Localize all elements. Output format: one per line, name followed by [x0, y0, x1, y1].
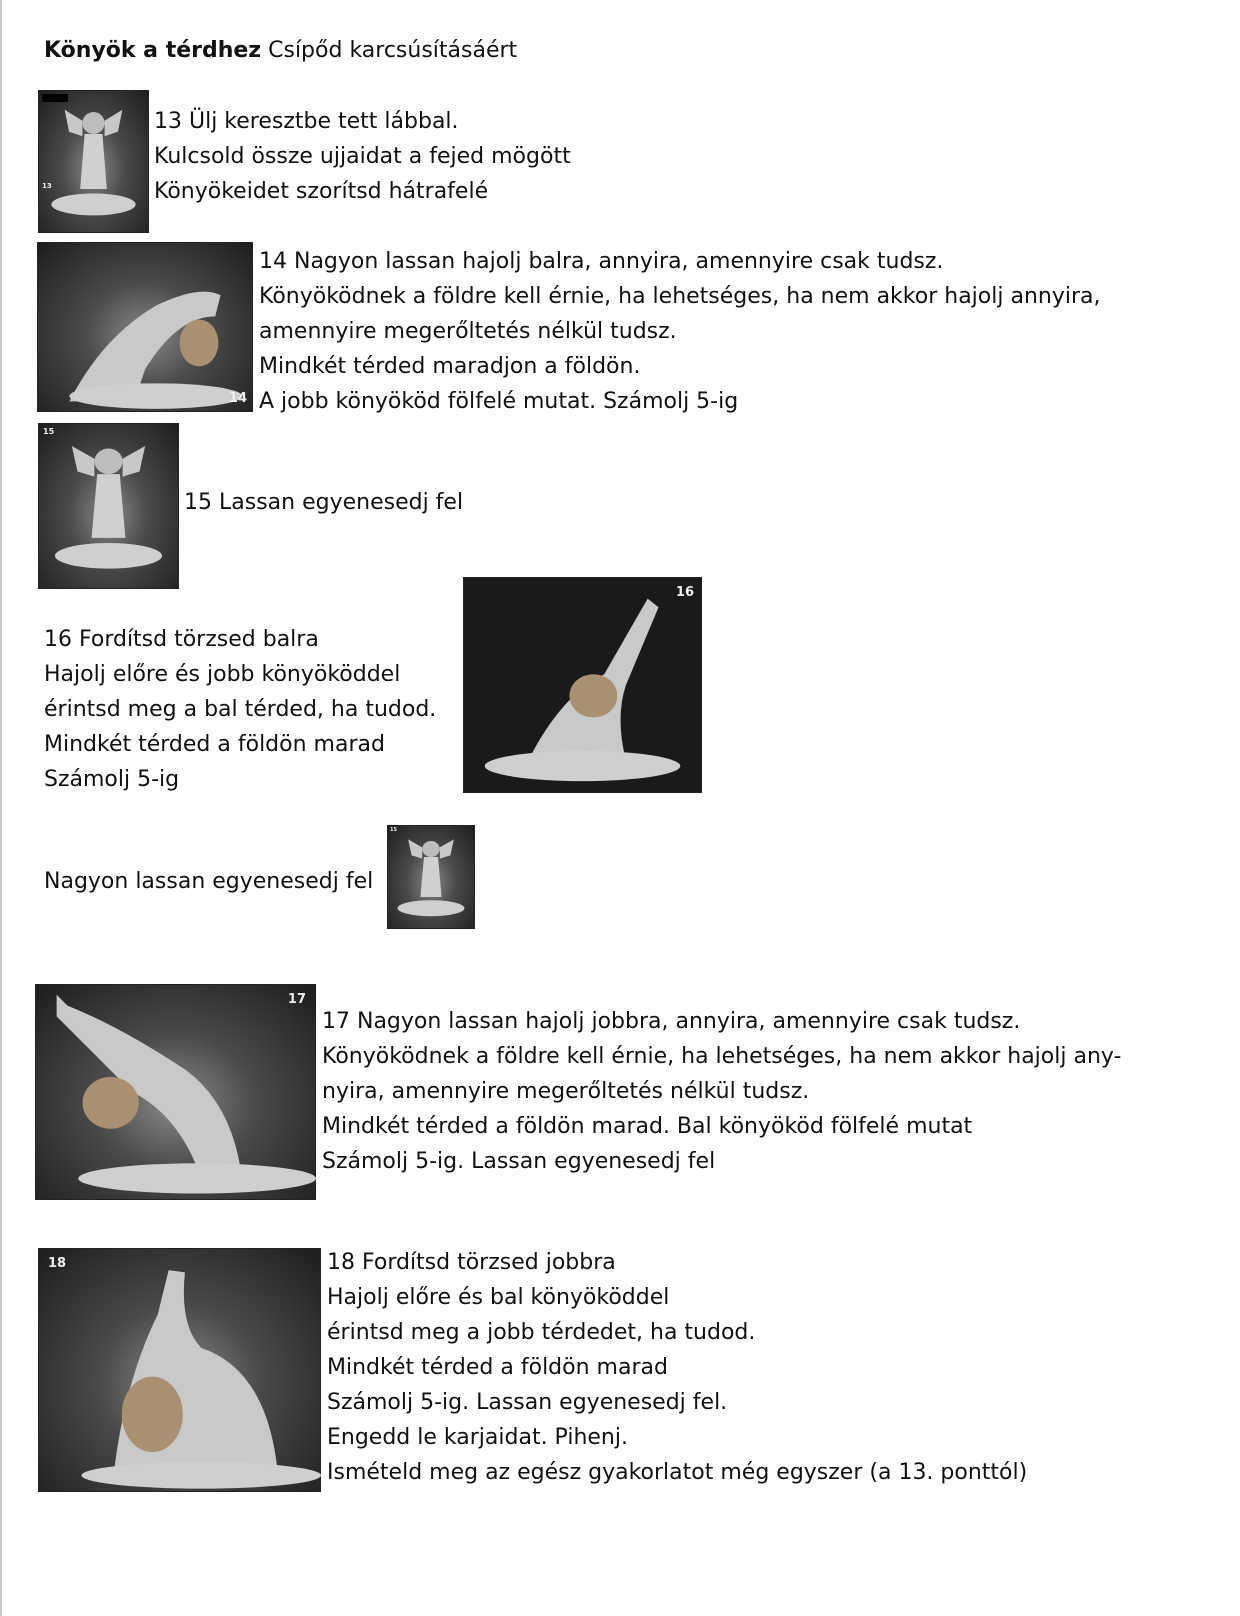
- text-line: 18 Fordítsd törzsed jobbra: [327, 1250, 616, 1275]
- text-line: Hajolj előre és jobb könyököddel: [44, 662, 401, 687]
- text-line: Mindkét térded a földön marad. Bal könyököd fölfelé mutat: [322, 1114, 973, 1139]
- text-line: Könyöködnek a földre kell érnie, ha lehetséges, ha nem akkor hajolj annyira,: [259, 284, 1101, 309]
- step-15-text: [184, 485, 463, 520]
- page-title: [44, 38, 517, 63]
- text-line: nyira, amennyire megerőltetés nélkül tudsz.: [322, 1079, 810, 1104]
- text-line: Könyöködnek a földre kell érnie, ha lehetséges, ha nem akkor hajolj any-: [322, 1044, 1122, 1069]
- text-line: érintsd meg a bal térded, ha tudod.: [44, 697, 437, 722]
- text-line: Engedd le karjaidat. Pihenj.: [327, 1425, 628, 1450]
- text-line: Számolj 5-ig: [44, 767, 180, 792]
- step-13-text: [154, 104, 571, 209]
- text-line: Mindkét térded a földön marad: [44, 732, 385, 757]
- text-line: Kulcsold össze ujjaidat a fejed mögött: [154, 144, 571, 169]
- side-bend-figure-icon: [35, 984, 316, 1200]
- seated-figure-icon: [38, 423, 179, 589]
- twist-figure-icon: [463, 577, 702, 793]
- text-line: 15 Lassan egyenesedj fel: [184, 490, 464, 515]
- text-line: Mindkét térded maradjon a földön.: [259, 354, 641, 379]
- exercise-photo-18: [38, 1248, 321, 1492]
- exercise-photo-15-small: [387, 825, 475, 929]
- text-line: A jobb könyököd fölfelé mutat. Számolj 5-ig: [259, 389, 739, 414]
- text-line: Mindkét térded a földön marad: [327, 1355, 668, 1380]
- text-line: 14 Nagyon lassan hajolj balra, annyira, amennyire csak tudsz.: [259, 249, 944, 274]
- straighten-text: [44, 864, 373, 899]
- text-line: Könyökeidet szorítsd hátrafelé: [154, 179, 489, 204]
- text-line: amennyire megerőltetés nélkül tudsz.: [259, 319, 677, 344]
- text-line: Ismételd meg az egész gyakorlatot még egyszer (a 13. ponttól): [327, 1460, 1028, 1485]
- photo-number: 16: [675, 585, 694, 600]
- text-line: Nagyon lassan egyenesedj fel: [44, 869, 374, 894]
- text-line: Számolj 5-ig. Lassan egyenesedj fel: [322, 1149, 716, 1174]
- step-14-text: [259, 244, 1100, 419]
- text-line: Számolj 5-ig. Lassan egyenesedj fel.: [327, 1390, 728, 1415]
- text-line: 16 Fordítsd törzsed balra: [44, 627, 319, 652]
- photo-number: 18: [48, 1256, 67, 1271]
- text-line: 17 Nagyon lassan hajolj jobbra, annyira, amennyire csak tudsz.: [322, 1009, 1021, 1034]
- photo-number: 15: [43, 427, 55, 436]
- step-18-text: [327, 1245, 1027, 1490]
- page-left-border: [0, 0, 2, 1616]
- text-line: 13 Ülj keresztbe tett lábbal.: [154, 109, 459, 134]
- photo-number: 15: [390, 827, 397, 833]
- exercise-photo-16: [463, 577, 702, 793]
- seated-figure-icon: [387, 825, 475, 929]
- step-16-text: [44, 622, 436, 797]
- photo-number: 14: [228, 391, 247, 406]
- text-line: érintsd meg a jobb térdedet, ha tudod.: [327, 1320, 756, 1345]
- exercise-photo-15: [38, 423, 179, 589]
- title-rest: Csípőd karcsúsításáért: [268, 38, 518, 63]
- exercise-photo-14: [37, 242, 253, 412]
- text-line: Hajolj előre és bal könyököddel: [327, 1285, 670, 1310]
- exercise-photo-13: [38, 90, 149, 233]
- seated-figure-icon: [38, 90, 149, 233]
- side-bend-figure-icon: [37, 242, 253, 412]
- title-bold: Könyök a térdhez: [44, 38, 262, 63]
- photo-number: 17: [287, 992, 306, 1007]
- step-17-text: [322, 1004, 1121, 1179]
- twist-figure-icon: [38, 1248, 321, 1492]
- exercise-photo-17: [35, 984, 316, 1200]
- photo-number: 13: [42, 182, 52, 190]
